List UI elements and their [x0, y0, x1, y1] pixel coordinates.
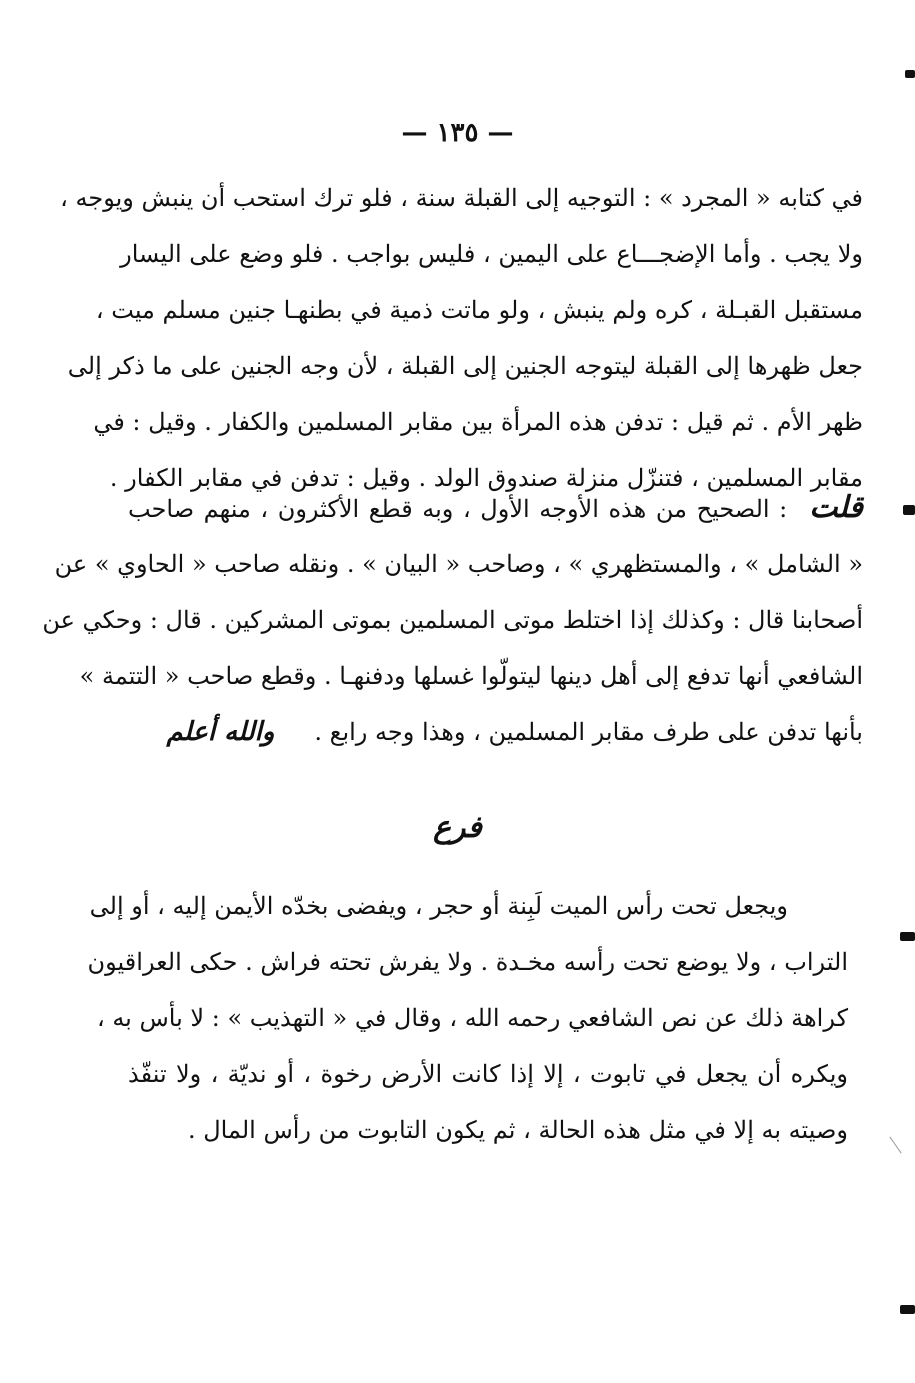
paragraph-2-first-line-text: : الصحيح من هذه الأوجه الأول ، وبه قطع الأكثرون ، منهم صاحب: [128, 495, 788, 523]
paragraph-2-line: الشافعي أنها تدفع إلى أهل دينها ليتولّوا غسلها ودفنهـا . وقطع صاحب « التتمة »: [79, 662, 863, 690]
margin-mark: [900, 1305, 915, 1314]
paragraph-3-line: كراهة ذلك عن نص الشافعي رحمه الله ، وقال في « التهذيب » : لا بأس به ،: [96, 1004, 848, 1032]
scan-scratch: [889, 1137, 901, 1154]
paragraph-2-line: « الشامل » ، والمستظهري » ، وصاحب « البيان » . ونقله صاحب « الحاوي » عن: [54, 550, 863, 578]
page-number: — ١٣٥ —: [401, 118, 514, 148]
margin-mark: [900, 932, 915, 941]
margin-mark: [903, 505, 915, 515]
paragraph-2-line: أصحابنا قال : وكذلك إذا اختلط موتى المسلمين بموتى المشركين . قال : وحكي عن: [42, 606, 863, 634]
paragraph-1-line: في كتابه « المجرد » : التوجيه إلى القبلة سنة ، فلو ترك استحب أن ينبش ويوجه ،: [60, 184, 863, 212]
paragraph-1-line: مستقبل القبـلة ، كره ولم ينبش ، ولو ماتت ذمية في بطنهـا جنين مسلم ميت ،: [95, 296, 863, 324]
paragraph-1-line: ظهر الأم . ثم قيل : تدفن هذه المرأة بين مقابر المسلمين والكفار . وقيل : في: [93, 408, 863, 436]
paragraph-3-line: ويكره أن يجعل في تابوت ، إلا إذا كانت الأرض رخوة ، أو نديّة ، ولا تنفّذ: [128, 1060, 848, 1088]
paragraph-3: [87, 878, 848, 1158]
paragraph-2-last-line-text: بأنها تدفن على طرف مقابر المسلمين ، وهذا وجه رابع .: [314, 718, 863, 746]
paragraph-1-line: ولا يجب . وأما الإضجـــاع على اليمين ، فليس بواجب . فلو وضع على اليسار: [120, 240, 863, 268]
paragraph-2-last-line: [128, 704, 863, 760]
closing-phrase: والله أعلم: [166, 717, 275, 747]
paragraph-3-line: ويجعل تحت رأس الميت لَبِنة أو حجر ، ويفضى بخدّه الأيمن إليه ، أو إلى: [89, 892, 788, 920]
paragraph-1-line: مقابر المسلمين ، فتنزّل منزلة صندوق الولد . وقيل : تدفن في مقابر الكفار .: [109, 464, 863, 492]
paragraph-2-first-line: [128, 480, 863, 536]
paragraph-1-line: جعل ظهرها إلى القبلة ليتوجه الجنين إلى القبلة ، لأن وجه الجنين على ما ذكر إلى: [67, 352, 863, 380]
paragraph-3-line: التراب ، ولا يوضع تحت رأسه مخـدة . ولا يفرش تحته فراش . حكى العراقيون: [87, 948, 848, 976]
paragraph-3-line: وصيته به إلا في مثل هذه الحالة ، ثم يكون التابوت من رأس المال .: [187, 1116, 848, 1144]
paragraph-1: [60, 170, 863, 506]
paragraph-2: [42, 480, 863, 760]
margin-mark: [905, 70, 915, 78]
qult-lead-word: قلت: [809, 490, 863, 525]
section-heading: فرع: [433, 810, 482, 845]
